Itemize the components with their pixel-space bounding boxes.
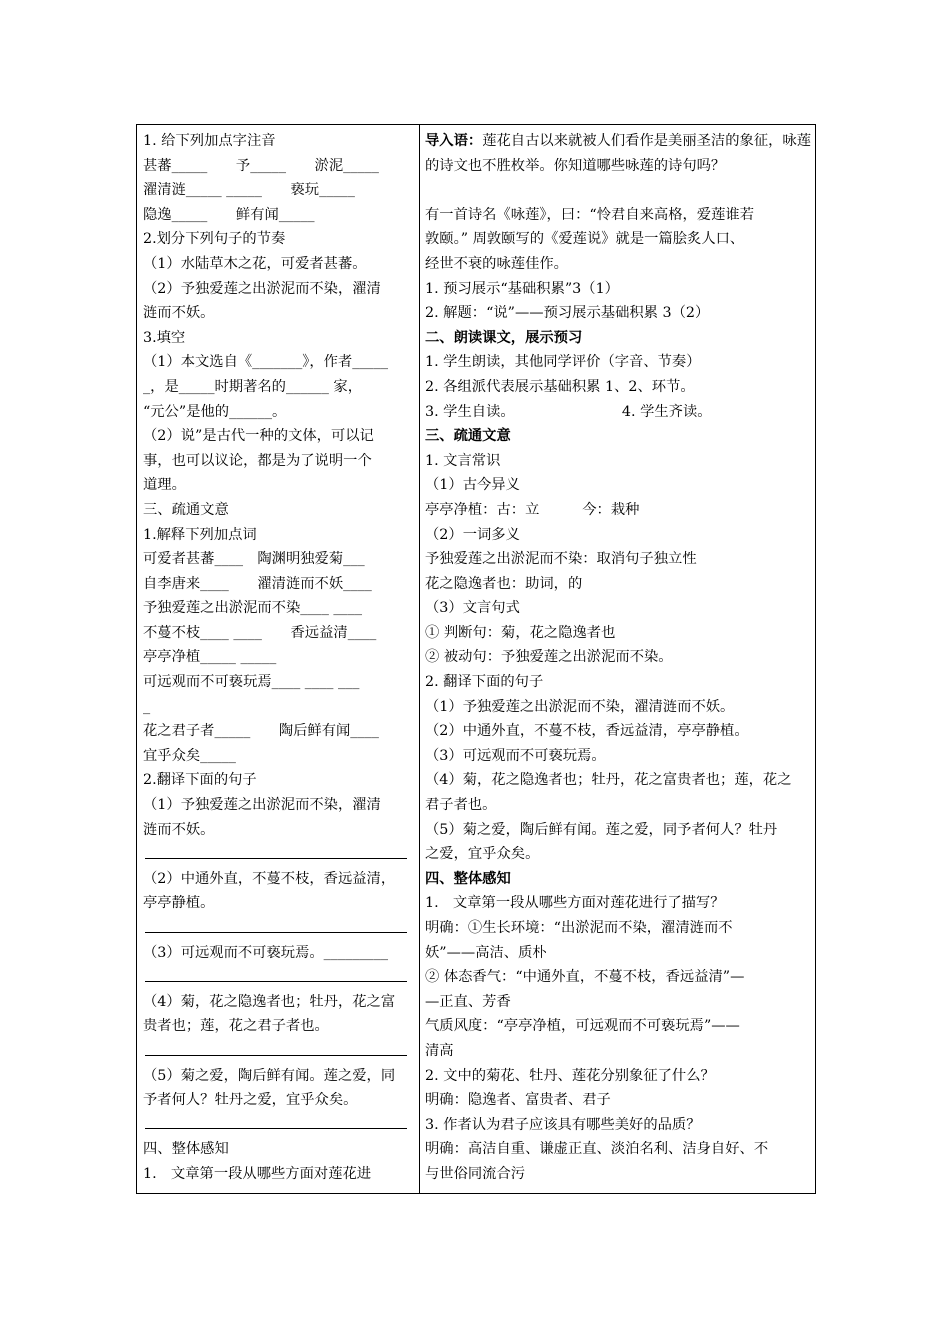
exercise-line: 三、疏通文意	[143, 501, 229, 518]
exercise-line: 涟而不妖。	[143, 821, 215, 838]
exercise-line: _，是_____时期著名的______ 家，	[143, 378, 362, 395]
exercise-line: （5）菊之爱，陶后鲜有闻。莲之爱，同	[143, 1067, 396, 1084]
exercise-line: “元公”是他的______。	[143, 403, 287, 420]
answer-line	[143, 1113, 413, 1138]
guide-line: （1）古今异义	[425, 477, 520, 494]
exercise-line: 甚蕃_____ 予_____ 淤泥_____	[143, 157, 379, 174]
exercise-line: 事，也可以议论，都是为了说明一个	[143, 452, 372, 469]
guide-line: 明确：①生长环境：“出淤泥而不染，濯清涟而不	[425, 920, 733, 937]
exercise-line: 濯清涟_____ _____ 亵玩_____	[143, 182, 355, 199]
guide-line: ② 被动句：予独爱莲之出淤泥而不染。	[425, 649, 673, 666]
guide-line: 气质风度：“亭亭净植，可远观而不可亵玩焉”——	[425, 1018, 740, 1035]
guide-line: 明确：高洁自重、谦虚正直、淡泊名利、洁身自好、不	[425, 1141, 769, 1158]
exercise-line: 1.解释下列加点词	[143, 526, 257, 543]
exercise-line: _	[143, 698, 151, 715]
guide-line: 经世不衰的咏莲佳作。	[425, 255, 568, 272]
teacher-guide-column	[425, 129, 813, 1187]
exercise-line: 亭亭净植_____ _____	[143, 649, 277, 666]
guide-line: 3. 学生自读。 4. 学生齐读。	[425, 403, 712, 420]
exercise-line: 贵者也；莲，花之君子者也。	[143, 1018, 329, 1035]
guide-line: （2）一词多义	[425, 526, 520, 543]
exercise-line: （1）本文选自《_______》，作者_____	[143, 354, 388, 371]
guide-lines	[425, 203, 813, 1187]
guide-line: 之爱，宜乎众矣。	[425, 846, 540, 863]
exercise-line: （2）说”是古代一种的文体，可以记	[143, 428, 374, 445]
guide-line: （3）文言句式	[425, 600, 520, 617]
exercise-line: 2.翻译下面的句子	[143, 772, 257, 789]
column-divider	[419, 125, 420, 1193]
guide-line: 1. 学生朗读，其他同学评价（字音、节奏）	[425, 354, 701, 371]
intro-text: 莲花自古以来就被人们看作是美丽圣洁的象征，咏莲的诗文也不胜枚举。你知道哪些咏莲的诗句吗？	[425, 133, 812, 174]
exercise-line: 不蔓不枝____ ____ 香远益清____	[143, 624, 377, 641]
exercise-line: 亭亭静植。	[143, 895, 215, 912]
exercise-line: 1. 文章第一段从哪些方面对莲花进	[143, 1165, 372, 1182]
exercise-line: （4）菊，花之隐逸者也；牡丹，花之富	[143, 993, 396, 1010]
section-heading: 四、整体感知	[425, 870, 511, 887]
guide-line: 2. 文中的菊花、牡丹、莲花分别象征了什么？	[425, 1067, 715, 1084]
exercise-line: 自李唐来____ 濯清涟而不妖____	[143, 575, 372, 592]
exercise-line: （2）中通外直，不蔓不枝，香远益清，	[143, 870, 396, 887]
exercise-line: （3）可远观而不可亵玩焉。_________	[143, 944, 388, 961]
guide-line: （3）可远观而不可亵玩焉。	[425, 747, 606, 764]
exercise-line: 可爱者甚蕃____ 陶渊明独爱菊___	[143, 551, 365, 568]
exercise-line: 予独爱莲之出淤泥而不染____ ____	[143, 600, 362, 617]
guide-line: （2）中通外直，不蔓不枝，香远益清，亭亭静植。	[425, 723, 749, 740]
guide-line: 2. 解题：“说”——预习展示基础积累 3（2）	[425, 305, 710, 322]
guide-line: 有一首诗名《咏莲》，曰：“怜君自来高格，爱莲谁若	[425, 206, 754, 223]
guide-line: 2. 各组派代表展示基础积累 1、2、环节。	[425, 378, 695, 395]
worksheet-table	[136, 124, 816, 1194]
exercise-line: 四、整体感知	[143, 1141, 229, 1158]
exercise-line: 2.划分下列句子的节奏	[143, 231, 286, 248]
exercise-line: 可远观而不可亵玩焉____ ____ ___	[143, 674, 360, 691]
guide-line: ② 体态香气：“中通外直，不蔓不枝，香远益清”—	[425, 969, 745, 986]
guide-line: —正直、芳香	[425, 993, 511, 1010]
answer-line	[143, 842, 413, 867]
guide-line: 君子者也。	[425, 797, 497, 814]
guide-line: 1. 文章第一段从哪些方面对莲花进行了描写？	[425, 895, 725, 912]
answer-line	[143, 916, 413, 941]
guide-line: 2. 翻译下面的句子	[425, 674, 544, 691]
section-heading: 三、疏通文意	[425, 428, 511, 445]
guide-line: （5）菊之爱，陶后鲜有闻。莲之爱，同予者何人？牡丹	[425, 821, 778, 838]
exercise-line: 涟而不妖。	[143, 305, 215, 322]
exercise-line: （2）予独爱莲之出淤泥而不染，濯清	[143, 280, 381, 297]
answer-line	[143, 965, 413, 990]
exercise-line: （1）予独爱莲之出淤泥而不染，濯清	[143, 797, 381, 814]
exercise-line: （1）水陆草木之花，可爱者甚蕃。	[143, 255, 367, 272]
guide-line: 花之隐逸者也：助词，的	[425, 575, 583, 592]
answer-line	[143, 1039, 413, 1064]
guide-line: （4）菊，花之隐逸者也；牡丹，花之富贵者也；莲，花之	[425, 772, 792, 789]
guide-line: 敦颐。” 周敦颐写的《爱莲说》就是一篇脍炙人口、	[425, 231, 745, 248]
guide-line: 与世俗同流合污	[425, 1165, 526, 1182]
exercise-line: 花之君子者_____ 陶后鲜有闻____	[143, 723, 379, 740]
guide-line: 1. 文言常识	[425, 452, 501, 469]
intro-paragraph	[425, 129, 813, 203]
exercise-line: 1. 给下列加点字注音	[143, 133, 276, 149]
guide-line: 清高	[425, 1042, 454, 1059]
exercise-line: 宜乎众矣_____	[143, 747, 236, 764]
guide-line: 亭亭净植：古：立 今：栽种	[425, 501, 640, 518]
exercise-line: 道理。	[143, 477, 186, 494]
exercise-line: 隐逸_____ 鲜有闻_____	[143, 206, 315, 223]
student-exercise-column	[143, 129, 413, 1187]
guide-line: 予独爱莲之出淤泥而不染：取消句子独立性	[425, 551, 697, 568]
guide-line: 明确：隐逸者、富贵者、君子	[425, 1092, 611, 1109]
guide-line: 3. 作者认为君子应该具有哪些美好的品质？	[425, 1116, 701, 1133]
guide-line: 妖”——高洁、质朴	[425, 944, 547, 961]
section-heading: 二、朗读课文，展示预习	[425, 329, 583, 346]
exercise-line: 予者何人？牡丹之爱，宜乎众矣。	[143, 1092, 358, 1109]
guide-line: 1. 预习展示“基础积累”3（1）	[425, 280, 619, 297]
intro-label: 导入语：	[425, 133, 483, 149]
exercise-line: 3.填空	[143, 329, 186, 346]
guide-line: ① 判断句：菊，花之隐逸者也	[425, 624, 616, 641]
guide-line: （1）予独爱莲之出淤泥而不染，濯清涟而不妖。	[425, 698, 735, 715]
